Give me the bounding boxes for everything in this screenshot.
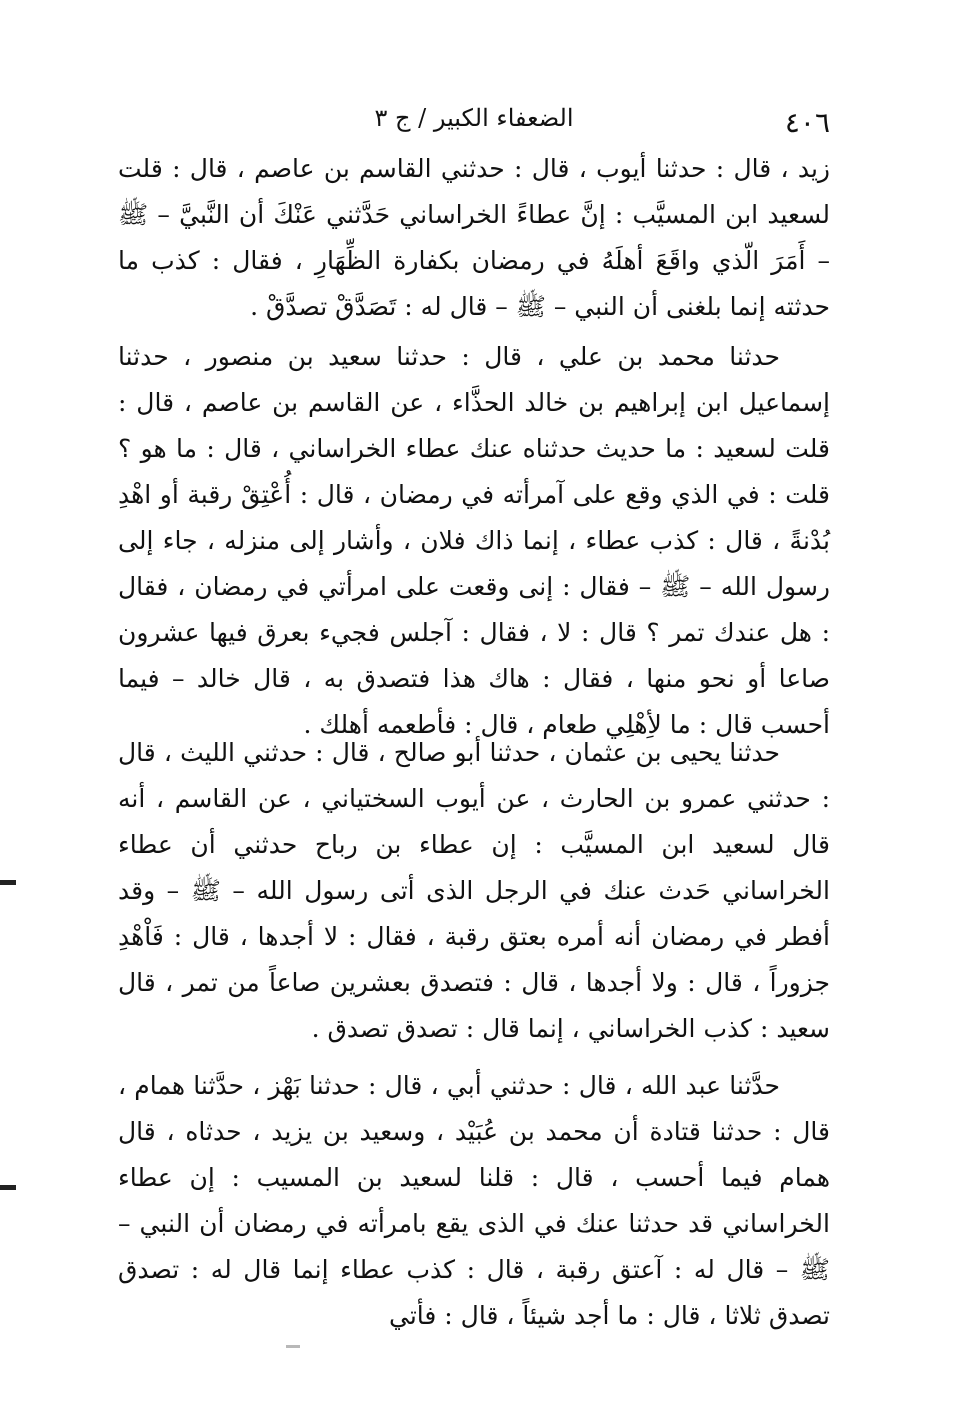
scan-margin-mark [0, 1185, 16, 1190]
paragraph-2 [118, 334, 830, 748]
page-header [118, 100, 830, 140]
paragraph-3 [118, 730, 830, 1052]
paragraph-4 [118, 1063, 830, 1339]
paragraph-text: حدَّثنا عبد الله ، قال : حدثني أبي ، قال : حدثنا بَهْز ، حدَّثنا همام ، قال : حدثنا قتادة أن محمد بن عُبَيْد ، وسعيد بن يزيد ، حدثاه ، قال همام فيما أحسب ، قال : قلنا لسعيد بن المسيب : إن عطاء الخراساني قد حدثنا عنك في الذى يقع بامرأته في رمضان أن النبي – ﷺ – قال له : آعتق رقبة ، قال : كذب عطاء إنما قال له : تصدق تصدق ثلاثا ، قال : ما أجد شيئاً ، قال : فأتي [118, 1071, 830, 1330]
paragraph-1 [118, 146, 830, 330]
paragraph-text: حدثنا يحيى بن عثمان ، حدثنا أبو صالح ، قال : حدثني الليث ، قال : حدثني عمرو بن الحارث ، عن أيوب السختياني ، عن القاسم ، أنه قال لسعيد ابن المسيَّب : إن عطاء بن رباح حدثني أن عطاء الخراساني حَدث عنك في الرجل الذى أتى رسول الله – ﷺ – وقد أفطر في رمضان أنه أمره بعتق رقبة ، فقال : لا أجدها ، قال : فَاْهْدِ جزوراً ، قال : ولا أجدها ، قال : فتصدق بعشرين صاعاً من تمر ، قال سعيد : كذب الخراساني ، إنما قال : تصدق تصدق . [118, 738, 830, 1043]
paragraph-text: حدثنا محمد بن علي ، قال : حدثنا سعيد بن منصور ، حدثنا إسماعيل ابن إبراهيم بن خالد الحذَّاء ، عن القاسم بن عاصم ، قال : قلت لسعيد : ما حديث حدثناه عنك عطاء الخراساني ، قال : ما هو ؟ قلت : في الذي وقع على آمرأته في رمضان ، قال : أُعْتِقْ رقبة أو اهْدِ بُدْنةً ، قال : كذب عطاء ، إنما ذاك فلان ، وأشار إلى منزله ، جاء إلى رسول الله – ﷺ – فقال : إنى وقعت على امرأتي في رمضان ، فقال : هل عندك تمر ؟ قال : لا ، فقال : آجلس فجيء بعرق فيها عشرون صاعا أو نحو منها ، فقال : هاك هذا فتصدق به ، قال خالد – فيما أحسب قال : ما لأِهْلِي طعام ، قال : فأطعمه أهلك . [118, 342, 830, 739]
paragraph-text: زيد ، قال : حدثنا أيوب ، قال : حدثني القاسم بن عاصم ، قال : قلت لسعيد ابن المسيَّب : إنَّ عطاءً الخراساني حَدَّثني عَنْكَ أن النَّبيَّ – ﷺ – أَمَرَ الّذي واقَعَ أهلَهُ في رمضان بكفارة الظِّهَارِ ، فقال : كذب ما حدثته إنما بلغنى أن النبي – ﷺ – قال له : تَصَدَّقْ تصدَّقْ . [118, 154, 830, 321]
page-number: ٤٠٦ [784, 106, 830, 139]
scan-margin-mark [0, 880, 16, 885]
running-title: الضعفاء الكبير / ج ٣ [374, 104, 574, 132]
scan-speck [286, 1345, 300, 1348]
